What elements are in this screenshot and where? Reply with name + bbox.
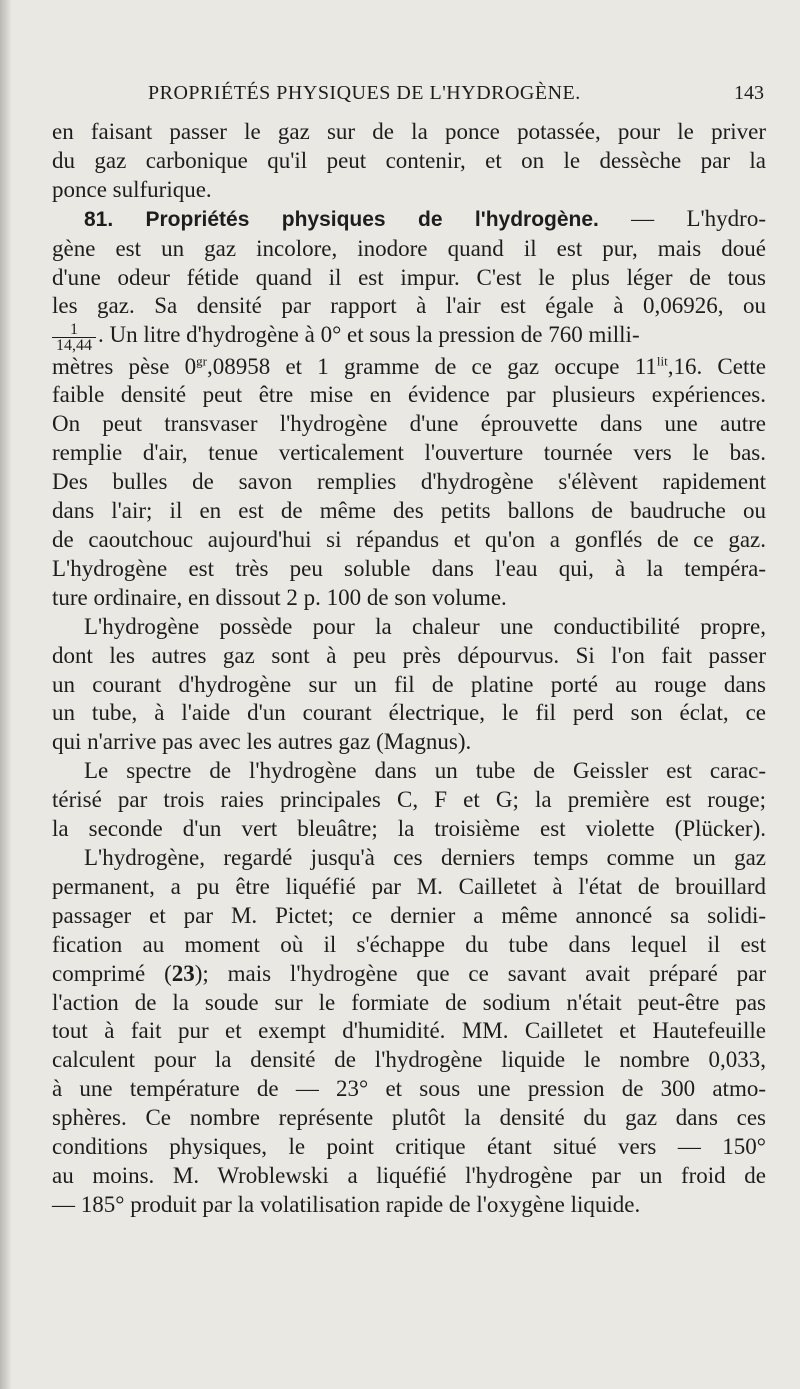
text-line: la seconde d'un vert bleuâtre; la troisième est violette (Plücker). xyxy=(52,816,766,842)
text-line: passager et par M. Pictet; ce dernier a même annoncé sa solidi- xyxy=(52,902,766,928)
text-line: calculent pour la densité de l'hydrogène liquide le nombre 0,033, xyxy=(52,1047,766,1073)
fraction-numerator: 1 xyxy=(70,320,78,338)
text-line: en faisant passer le gaz sur de la ponce potassée, pour le priver xyxy=(52,119,766,144)
text-line: térisé par trois raies principales C, F et G; la première est rouge; xyxy=(52,787,766,813)
text-fragment: — L'hydro- xyxy=(598,205,766,231)
text-line xyxy=(52,353,766,382)
running-head: PROPRIÉTÉS PHYSIQUES DE L'HYDROGÈNE. xyxy=(148,82,581,104)
text-line: ture ordinaire, en dissout 2 p. 100 de son volume. xyxy=(52,584,507,610)
text-line: dans l'air; il en est de même des petits ballons de baudruche ou xyxy=(52,498,766,524)
text-line: un courant d'hydrogène sur un fil de platine porté au rouge dans xyxy=(52,671,766,697)
text-line: les gaz. Sa densité par rapport à l'air est égale à 0,06926, ou xyxy=(52,293,766,319)
section-number: 81. xyxy=(84,207,114,231)
text-line: L'hydrogène est très peu soluble dans l'eau qui, à la tempéra- xyxy=(52,555,766,581)
text-line: conditions physiques, le point critique étant situé vers — 150° xyxy=(52,1134,766,1160)
text-line xyxy=(52,960,766,989)
page-number: 143 xyxy=(734,82,764,104)
text-line: un tube, à l'aide d'un courant électrique, le fil perd son éclat, ce xyxy=(52,700,766,726)
text-line: gène est un gaz incolore, inodore quand il est pur, mais doué xyxy=(52,235,766,261)
section-title: Propriétés physiques de l'hydrogène. xyxy=(145,207,599,231)
text-line: L'hydrogène, regardé jusqu'à ces derniers temps comme un gaz xyxy=(84,844,766,870)
text-line: au moins. M. Wroblewski a liquéfié l'hydrogène par un froid de xyxy=(52,1162,766,1188)
text-line: tout à fait pur et exempt d'humidité. MM. Cailletet et Hautefeuille xyxy=(52,1018,766,1044)
text-fragment: . Un litre d'hydrogène à 0° et sous la pression de 760 milli- xyxy=(98,322,640,348)
text-fragment: comprimé ( xyxy=(52,960,172,986)
text-line: fication au moment où il s'échappe du tube dans lequel il est xyxy=(52,931,766,957)
text-line: à une température de — 23° et sous une pression de 300 atmo- xyxy=(52,1076,766,1102)
text-line: — 185° produit par la volatilisation rapide de l'oxygène liquide. xyxy=(52,1191,641,1217)
paragraph-reference: 23 xyxy=(171,960,195,986)
page-binding-edge xyxy=(0,0,12,1389)
body-text xyxy=(52,118,766,1220)
text-fragment: ,16. Cette xyxy=(667,353,766,379)
text-fragment: ); mais l'hydrogène que ce savant avait préparé par xyxy=(194,960,766,986)
text-line: Des bulles de savon remplies d'hydrogène s'élèvent rapidement xyxy=(52,469,766,495)
text-line: dont les autres gaz sont à peu près dépourvus. Si l'on fait passer xyxy=(52,642,766,668)
text-line: sphères. Ce nombre représente plutôt la densité du gaz dans ces xyxy=(52,1105,766,1131)
text-line: du gaz carbonique qu'il peut contenir, et on le dessèche par la xyxy=(52,147,766,173)
text-fragment: ,08958 et 1 gramme de ce gaz occupe 11 xyxy=(206,353,657,379)
fraction-line xyxy=(52,321,766,352)
text-line: L'hydrogène possède pour la chaleur une conductibilité propre, xyxy=(84,613,766,639)
text-line: l'action de la soude sur le formiate de sodium n'était peut-être pas xyxy=(52,989,766,1015)
text-line: remplie d'air, tenue verticalement l'ouverture tournée vers le bas. xyxy=(52,440,766,466)
unit-superscript: gr xyxy=(196,352,207,368)
density-fraction xyxy=(52,322,96,353)
text-line: permanent, a pu être liquéfié par M. Cailletet à l'état de brouillard xyxy=(52,873,766,899)
text-line: qui n'arrive pas avec les autres gaz (Magnus). xyxy=(52,729,472,755)
section-heading-line xyxy=(52,205,766,235)
text-line: Le spectre de l'hydrogène dans un tube de Geissler est carac- xyxy=(84,758,766,784)
text-line: d'une odeur fétide quand il est impur. C'est le plus léger de tous xyxy=(52,264,766,290)
text-fragment: mètres pèse 0 xyxy=(52,353,197,379)
text-line: On peut transvaser l'hydrogène d'une éprouvette dans une autre xyxy=(52,411,766,437)
text-line: faible densité peut être mise en évidence par plusieurs expériences. xyxy=(52,382,766,408)
fraction-denominator: 14,44 xyxy=(52,337,96,353)
text-line: de caoutchouc aujourd'hui si répandus et qu'on a gonflés de ce gaz. xyxy=(52,527,766,552)
unit-superscript: lit xyxy=(656,352,668,368)
page-header xyxy=(148,82,764,112)
text-line: ponce sulfurique. xyxy=(52,176,212,202)
